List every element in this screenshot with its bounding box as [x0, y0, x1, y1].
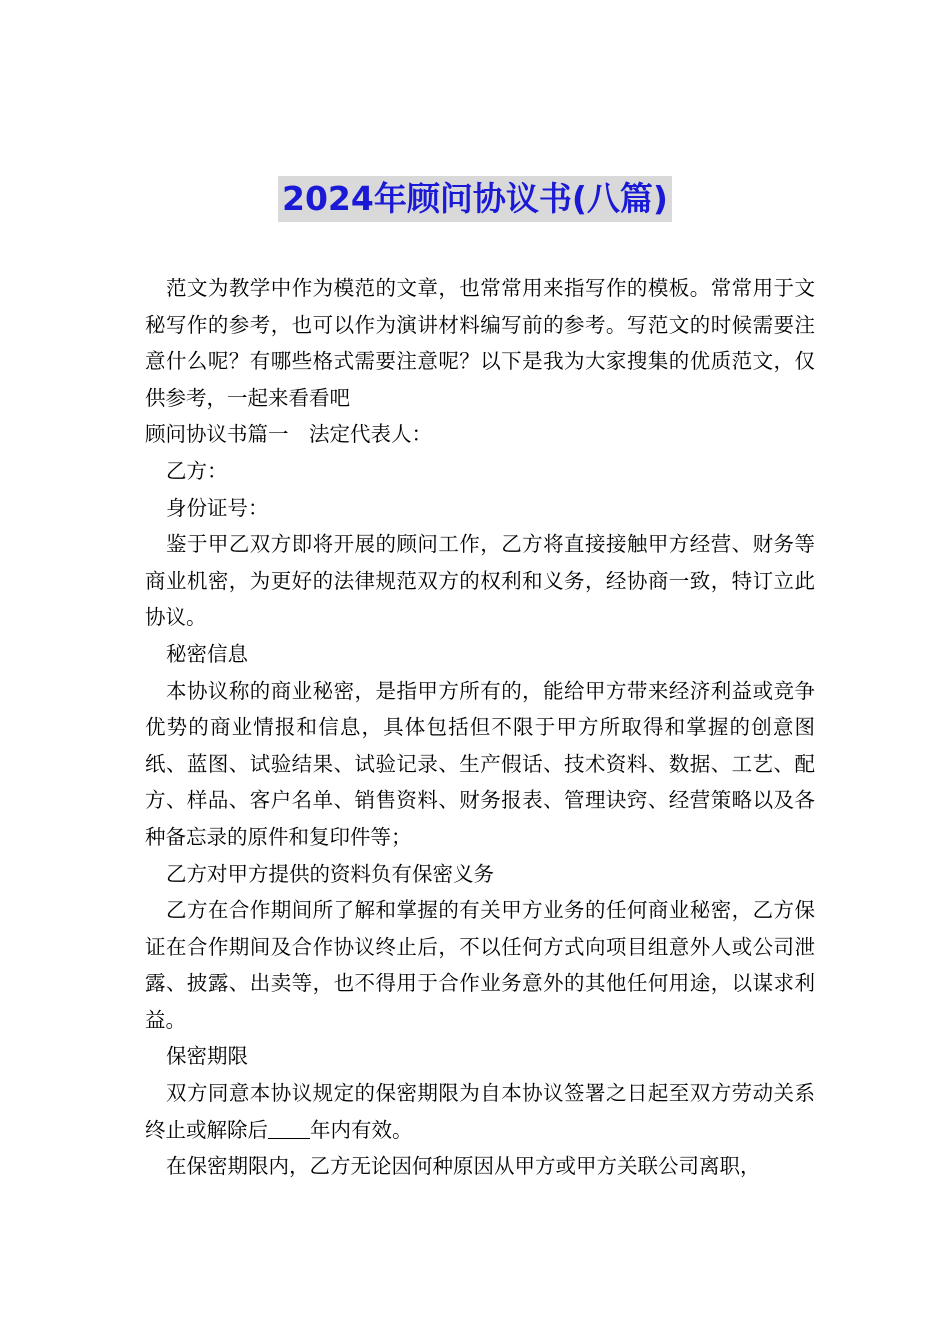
heading-confidentiality-term: 保密期限 [166, 1044, 248, 1069]
term-text-after: 年内有效。 [310, 1117, 413, 1142]
paragraph-section-heading: 顾问协议书篇一 法定代表人： [145, 422, 432, 447]
paragraph-intro: 范文为教学中作为模范的文章，也常常用来指写作的模板。常常用于文秘写作的参考，也可以作为演讲材料编写前的参考。写范文的时候需要注意什么呢？有哪些格式需要注意呢？以下是我为大家搜集的优质范文，仅供参考，一起来看看吧 [145, 276, 815, 410]
paragraph-confidentiality-term [145, 1075, 815, 1148]
paragraph-leave-company: 在保密期限内，乙方无论因何种原因从甲方或甲方关联公司离职， [166, 1154, 761, 1179]
paragraph-confidentiality-duty: 乙方在合作期间所了解和掌握的有关甲方业务的任何商业秘密，乙方保证在合作期间及合作协议终止后，不以任何方式向项目组意外人或公司泄露、披露、出卖等，也不得用于合作业务意外的其他任何用途，以谋求利益。 [145, 898, 815, 1032]
heading-secret-info: 秘密信息 [166, 641, 248, 666]
term-text-before: 双方同意本协议规定的保密期限为自本协议签署之日起至双方劳动关系终止或解除后 [145, 1081, 815, 1142]
title-container [0, 176, 950, 222]
paragraph-id-number: 身份证号： [166, 495, 269, 520]
paragraph-party-b: 乙方： [166, 458, 228, 483]
heading-confidentiality-duty: 乙方对甲方提供的资料负有保密义务 [166, 861, 494, 886]
document-title: 2024年顾问协议书(八篇) [278, 176, 672, 222]
fill-in-blank [268, 1117, 310, 1139]
paragraph-preamble: 鉴于甲乙双方即将开展的顾问工作，乙方将直接接触甲方经营、财务等商业机密，为更好的法律规范双方的权利和义务，经协商一致，特订立此协议。 [145, 532, 815, 630]
paragraph-secret-info: 本协议称的商业秘密，是指甲方所有的，能给甲方带来经济利益或竞争优势的商业情报和信息，具体包括但不限于甲方所取得和掌握的创意图纸、蓝图、试验结果、试验记录、生产假话、技术资料、数据、工艺、配方、样品、客户名单、销售资料、财务报表、管理诀窍、经营策略以及各种备忘录的原件和复印件等； [145, 678, 815, 849]
document-body [145, 270, 815, 1185]
